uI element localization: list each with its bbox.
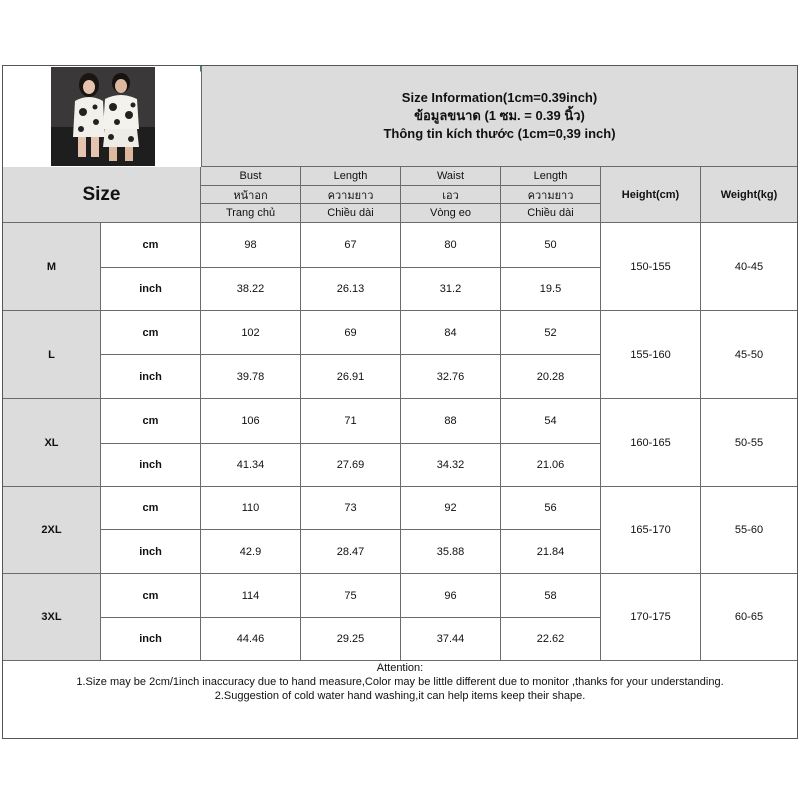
3XL-waist-inch: 37.44 <box>401 618 501 661</box>
3XL-waist-cm: 96 <box>401 574 501 618</box>
2XL-length-cm: 73 <box>301 487 401 530</box>
L-length2-inch: 20.28 <box>501 355 601 399</box>
M-height: 150-155 <box>601 223 701 311</box>
col-length-en: Length <box>301 167 401 186</box>
M-length-inch: 26.13 <box>301 268 401 311</box>
2XL-weight: 55-60 <box>701 487 797 574</box>
M-length2-inch: 19.5 <box>501 268 601 311</box>
header-line-en: Size Information(1cm=0.39inch) <box>401 90 598 105</box>
3XL-bust-cm: 114 <box>201 574 301 618</box>
L-bust-inch: 39.78 <box>201 355 301 399</box>
size-XL-label: XL <box>3 399 101 487</box>
product-photo <box>51 67 155 166</box>
XL-weight: 50-55 <box>701 399 797 487</box>
attention-note-2: 2.Suggestion of cold water hand washing,it can help items keep their shape. <box>214 690 586 702</box>
col-bust-th: หน้าอก <box>201 186 301 204</box>
XL-waist-inch: 34.32 <box>401 444 501 487</box>
XL-length2-cm: 54 <box>501 399 601 444</box>
col-bust-en: Bust <box>201 167 301 186</box>
col-length-th: ความยาว <box>301 186 401 204</box>
unit-inch: inch <box>101 355 201 399</box>
XL-bust-inch: 41.34 <box>201 444 301 487</box>
3XL-height: 170-175 <box>601 574 701 661</box>
L-length-inch: 26.91 <box>301 355 401 399</box>
M-length-cm: 67 <box>301 223 401 268</box>
col-waist-vi: Vòng eo <box>401 204 501 223</box>
L-weight: 45-50 <box>701 311 797 399</box>
col-waist-en: Waist <box>401 167 501 186</box>
unit-cm: cm <box>101 399 201 444</box>
col-weight: Weight(kg) <box>701 167 797 223</box>
XL-length-cm: 71 <box>301 399 401 444</box>
col-length2-en: Length <box>501 167 601 186</box>
size-header: Size <box>3 167 201 223</box>
M-bust-cm: 98 <box>201 223 301 268</box>
col-length-vi: Chiều dài <box>301 204 401 223</box>
header-line-th: ข้อมูลขนาด (1 ซม. = 0.39 นิ้ว) <box>414 108 585 123</box>
M-length2-cm: 50 <box>501 223 601 268</box>
L-length-cm: 69 <box>301 311 401 355</box>
2XL-height: 165-170 <box>601 487 701 574</box>
2XL-waist-inch: 35.88 <box>401 530 501 574</box>
couple-pajama-photo-icon <box>51 67 155 166</box>
2XL-bust-inch: 42.9 <box>201 530 301 574</box>
size-chart <box>2 65 798 739</box>
size-3XL-label: 3XL <box>3 574 101 661</box>
3XL-length2-cm: 58 <box>501 574 601 618</box>
3XL-length-inch: 29.25 <box>301 618 401 661</box>
unit-cm: cm <box>101 223 201 268</box>
L-height: 155-160 <box>601 311 701 399</box>
XL-length-inch: 27.69 <box>301 444 401 487</box>
M-waist-cm: 80 <box>401 223 501 268</box>
col-waist-th: เอว <box>401 186 501 204</box>
XL-bust-cm: 106 <box>201 399 301 444</box>
size-M-label: M <box>3 223 101 311</box>
unit-inch: inch <box>101 444 201 487</box>
size-2XL-label: 2XL <box>3 487 101 574</box>
L-bust-cm: 102 <box>201 311 301 355</box>
attention-title: Attention: <box>376 662 424 674</box>
2XL-waist-cm: 92 <box>401 487 501 530</box>
L-length2-cm: 52 <box>501 311 601 355</box>
unit-cm: cm <box>101 574 201 618</box>
3XL-length2-inch: 22.62 <box>501 618 601 661</box>
2XL-bust-cm: 110 <box>201 487 301 530</box>
M-weight: 40-45 <box>701 223 797 311</box>
col-length2-vi: Chiều dài <box>501 204 601 223</box>
3XL-length-cm: 75 <box>301 574 401 618</box>
XL-height: 160-165 <box>601 399 701 487</box>
2XL-length2-cm: 56 <box>501 487 601 530</box>
unit-inch: inch <box>101 530 201 574</box>
unit-cm: cm <box>101 311 201 355</box>
header-line-vi: Thông tin kích thước (1cm=0,39 inch) <box>383 126 616 141</box>
attention-notes <box>3 661 797 721</box>
L-waist-cm: 84 <box>401 311 501 355</box>
M-bust-inch: 38.22 <box>201 268 301 311</box>
col-height: Height(cm) <box>601 167 701 223</box>
attention-note-1: 1.Size may be 2cm/1inch inaccuracy due to hand measure,Color may be little different due to monitor ,thanks for your understanding. <box>76 676 724 688</box>
3XL-bust-inch: 44.46 <box>201 618 301 661</box>
M-waist-inch: 31.2 <box>401 268 501 311</box>
col-length2-th: ความยาว <box>501 186 601 204</box>
size-info-header <box>201 66 797 167</box>
XL-waist-cm: 88 <box>401 399 501 444</box>
2XL-length2-inch: 21.84 <box>501 530 601 574</box>
unit-cm: cm <box>101 487 201 530</box>
unit-inch: inch <box>101 618 201 661</box>
L-waist-inch: 32.76 <box>401 355 501 399</box>
XL-length2-inch: 21.06 <box>501 444 601 487</box>
2XL-length-inch: 28.47 <box>301 530 401 574</box>
col-bust-vi: Trang chủ <box>201 204 301 223</box>
3XL-weight: 60-65 <box>701 574 797 661</box>
size-L-label: L <box>3 311 101 399</box>
unit-inch: inch <box>101 268 201 311</box>
